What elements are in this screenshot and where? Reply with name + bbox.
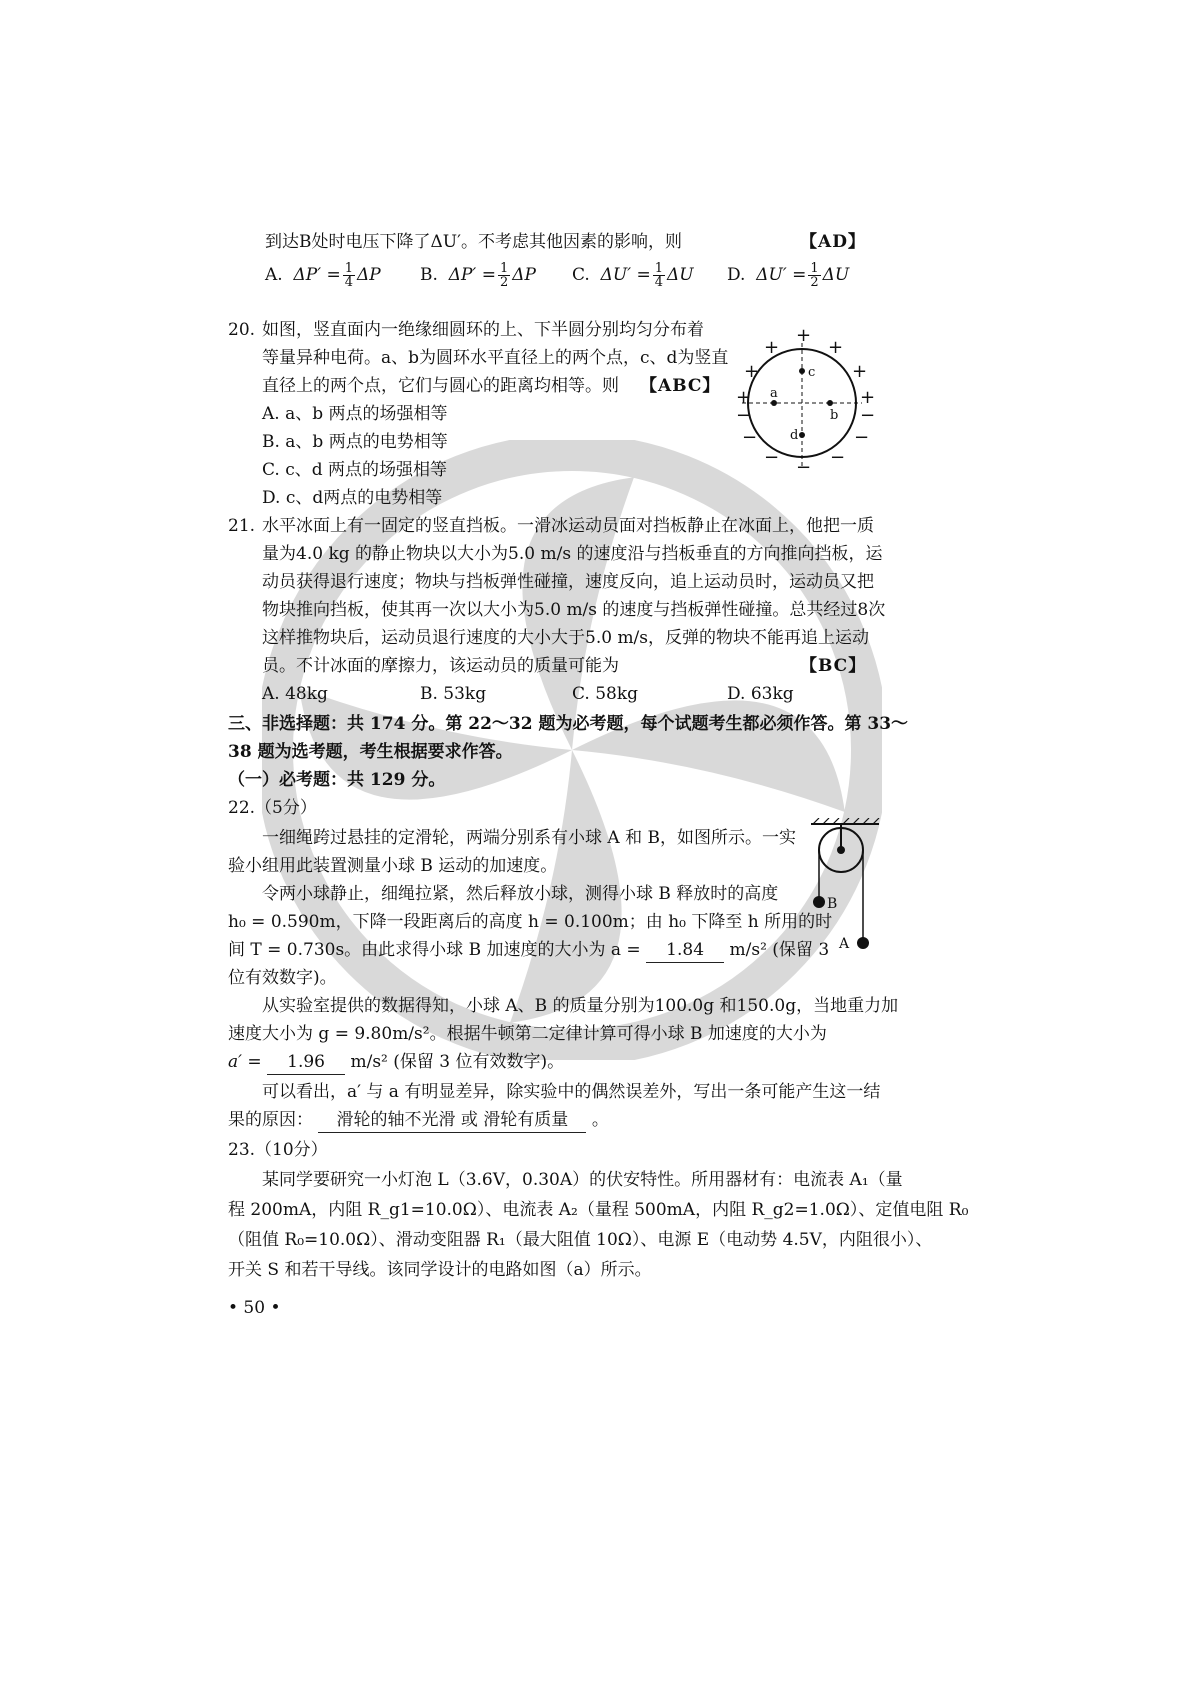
q22-p2-line-4: 位有效数字)。: [228, 968, 337, 988]
q20-option-d: D. c、d两点的电势相等: [262, 488, 443, 508]
q20-line-1: 如图，竖直面内一绝缘细圆环的上、下半圆分别均匀分布着: [262, 320, 704, 340]
q22-p4-line-2: 果的原因： 滑轮的轴不光滑 或 滑轮有质量 。: [228, 1108, 609, 1133]
label-c: c: [808, 365, 816, 380]
minus-5: −: [764, 447, 780, 468]
q22-answer-a2: 1.96: [267, 1050, 345, 1075]
q22-header: 22.（5分）: [228, 798, 317, 818]
q21-line-5: 这样推物块后，运动员退行速度的大小大于5.0 m/s，反弹的物块不能再追上运动: [262, 628, 870, 648]
q21-option-d: D. 63kg: [727, 684, 794, 704]
ball-a-label: A: [839, 936, 850, 952]
q19-option-b: B. ΔP′ = $\frac{1}{2}$ ΔP: [420, 261, 536, 290]
minus-6: −: [830, 447, 846, 468]
q21-line-4: 物块推向挡板，使其再一次以大小为5.0 m/s 的速度与挡板弹性碰撞。总共经过8次: [262, 600, 886, 620]
q20-option-b: B. a、b 两点的电势相等: [262, 432, 448, 452]
label-d: d: [790, 428, 799, 443]
q19-answer: 【AD】: [800, 232, 866, 252]
q23-line-2: 程 200mA，内阻 R_g1=10.0Ω）、电流表 A₂（量程 500mA，内阻 R_g2=1.0Ω）、定值电阻 R₀: [228, 1200, 969, 1220]
minus-2: −: [860, 405, 876, 426]
q21-answer: 【BC】: [800, 656, 867, 676]
q19-option-c: C. ΔU′ = $\frac{1}{4}$ ΔU: [572, 261, 694, 290]
page-number: • 50 •: [228, 1298, 281, 1318]
q22-p3-line-1: 从实验室提供的数据得知，小球 A、B 的质量分别为100.0g 和150.0g，当地重力加: [262, 996, 899, 1016]
q21-number: 21.: [228, 516, 256, 536]
minus-3: −: [742, 427, 758, 448]
q20-answer: 【ABC】: [640, 376, 721, 396]
charged-ring-figure: [730, 325, 880, 475]
q21-line-6: 员。不计冰面的摩擦力，该运动员的质量可能为: [262, 656, 619, 676]
section3-line-1: 三、非选择题：共 174 分。第 22～32 题为必考题，每个试题考生都必须作答。第 33～: [228, 714, 909, 734]
q22-p4-line-1: 可以看出，a′ 与 a 有明显差异，除实验中的偶然误差外，写出一条可能产生这一结: [262, 1082, 881, 1102]
section3-line-2: 38 题为选考题，考生根据要求作答。: [228, 742, 513, 762]
plus-5: +: [736, 387, 752, 408]
q23-line-3: （阻值 R₀=10.0Ω）、滑动变阻器 R₁（最大阻值 10Ω）、电源 E（电动势 4.5V，内阻很小）、: [228, 1230, 933, 1250]
minus-1: −: [736, 405, 752, 426]
plus-6: +: [860, 387, 876, 408]
plus-1: +: [764, 337, 780, 358]
q22-p3-line-2: 速度大小为 g = 9.80m/s²。根据牛顿第二定律计算可得小球 B 加速度的大小为: [228, 1024, 827, 1044]
q21-line-3: 动员获得退行速度；物块与挡板弹性碰撞，速度反向，追上运动员时，运动员又把: [262, 572, 874, 592]
q21-line-2: 量为4.0 kg 的静止物块以大小为5.0 m/s 的速度沿与挡板垂直的方向推向挡板，运: [262, 544, 883, 564]
q19-option-d: D. ΔU′ = $\frac{1}{2}$ ΔU: [727, 261, 850, 290]
q22-p2-line-2: h₀ = 0.590m，下降一段距离后的高度 h = 0.100m；由 h₀ 下降至 h 所用的时: [228, 912, 833, 932]
q20-line-2: 等量异种电荷。a、b为圆环水平直径上的两个点，c、d为竖直: [262, 348, 729, 368]
q20-option-a: A. a、b 两点的场强相等: [262, 404, 448, 424]
q21-option-a: A. 48kg: [262, 684, 328, 704]
q21-option-c: C. 58kg: [572, 684, 639, 704]
q19-option-a: A. ΔP′ = $\frac{1}{4}$ ΔP: [265, 261, 381, 290]
q21-option-b: B. 53kg: [420, 684, 487, 704]
ball-b-label: B: [827, 896, 838, 912]
label-a: a: [770, 386, 778, 401]
section3-subheading: （一）必考题：共 129 分。: [228, 770, 446, 790]
plus-2: +: [828, 337, 844, 358]
q20-option-c: C. c、d 两点的场强相等: [262, 460, 448, 480]
q22-p1-line-1: 一细绳跨过悬挂的定滑轮，两端分别系有小球 A 和 B，如图所示。一实: [262, 828, 796, 848]
pulley-figure: [805, 818, 885, 968]
q23-line-4: 开关 S 和若干导线。该同学设计的电路如图（a）所示。: [228, 1260, 652, 1280]
plus-3: +: [744, 361, 760, 382]
q21-line-1: 水平冰面上有一固定的竖直挡板。一滑冰运动员面对挡板静止在冰面上，他把一质: [262, 516, 874, 536]
q23-header: 23.（10分）: [228, 1140, 328, 1160]
q22-p2-line-1: 令两小球静止，细绳拉紧，然后释放小球，测得小球 B 释放时的高度: [262, 884, 779, 904]
q22-p2-line-3: 间 T = 0.730s。由此求得小球 B 加速度的大小为 a = 1.84 m/s² (保留 3: [228, 938, 829, 963]
q20-number: 20.: [228, 320, 256, 340]
plus-top: +: [796, 325, 812, 346]
q22-answer-reason: 滑轮的轴不光滑 或 滑轮有质量: [318, 1108, 586, 1133]
q22-answer-a: 1.84: [646, 938, 724, 963]
minus-4: −: [854, 427, 870, 448]
label-b: b: [830, 408, 839, 423]
q19-tail-line: 到达B处时电压下降了ΔU′。不考虑其他因素的影响，则: [265, 232, 682, 252]
q20-line-3: 直径上的两个点，它们与圆心的距离均相等。则: [262, 376, 619, 396]
plus-4: +: [852, 361, 868, 382]
q23-line-1: 某同学要研究一小灯泡 L（3.6V，0.30A）的伏安特性。所用器材有：电流表 A₁（量: [262, 1170, 903, 1190]
q22-p3-line-3: a′ = 1.96 m/s² (保留 3 位有效数字)。: [228, 1050, 564, 1075]
q22-p1-line-2: 验小组用此装置测量小球 B 运动的加速度。: [228, 856, 558, 876]
minus-bottom: −: [796, 457, 812, 475]
